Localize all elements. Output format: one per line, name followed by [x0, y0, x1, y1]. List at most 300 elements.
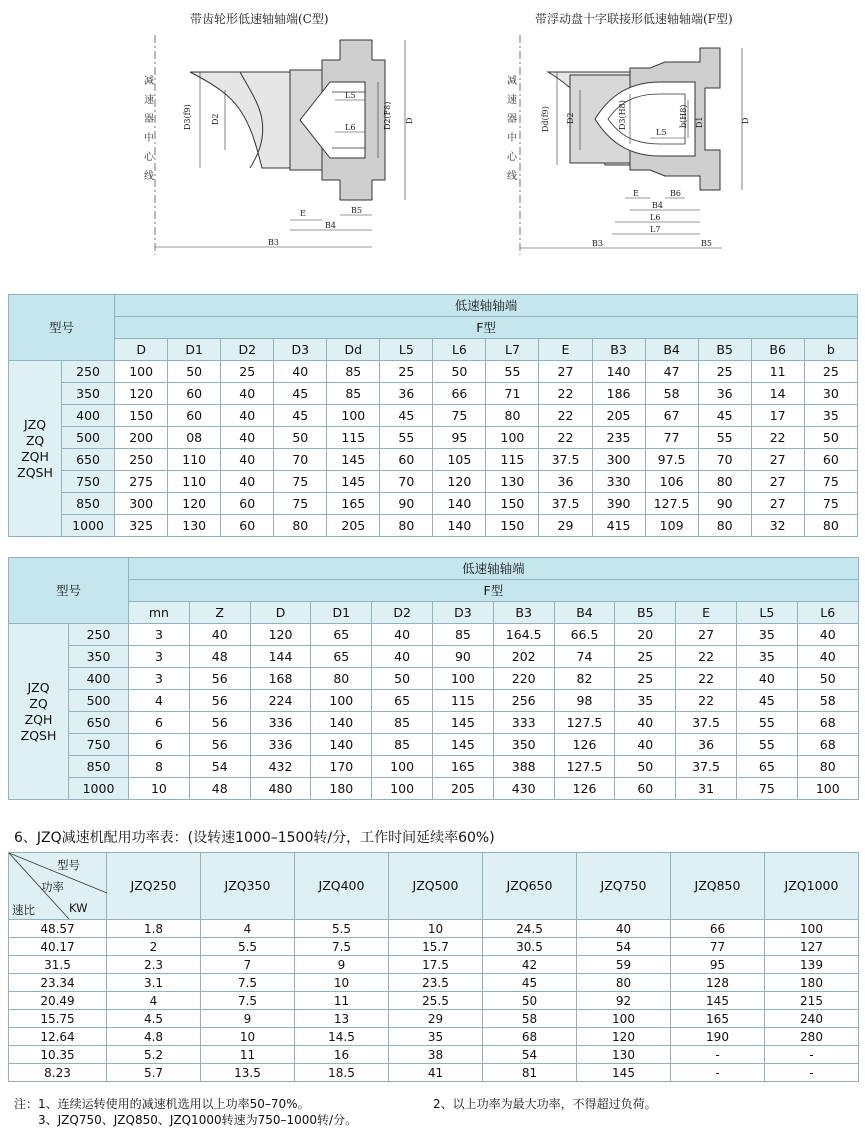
power-cell: 59 [577, 956, 671, 974]
power-row [9, 956, 859, 974]
table-cell: 36 [676, 734, 737, 756]
dim-right-b4: B4 [652, 201, 663, 210]
power-cell: 145 [671, 992, 765, 1010]
table-cell: 27 [751, 493, 804, 515]
table-row [9, 778, 859, 800]
table-column-row [9, 602, 859, 624]
table-cell: 200 [115, 427, 168, 449]
power-cell: 2 [107, 938, 201, 956]
table-cell: 60 [168, 383, 221, 405]
power-table-header [9, 853, 859, 920]
table-cell: 80 [698, 515, 751, 537]
ratio-cell: 15.75 [9, 1010, 107, 1028]
table-row [9, 646, 859, 668]
table-cell: 140 [433, 515, 486, 537]
column-header: D3 [433, 602, 494, 624]
table-cell: 56 [189, 712, 250, 734]
table-cell: 480 [250, 778, 311, 800]
dim-left-e: E [300, 209, 306, 218]
table-cell: 50 [433, 361, 486, 383]
power-row [9, 938, 859, 956]
table-cell: 48 [189, 778, 250, 800]
power-row [9, 1064, 859, 1082]
note-2: 2、以上功率为最大功率，不得超过负荷。 [433, 1097, 657, 1111]
table-cell: 50 [372, 668, 433, 690]
power-cell: 23.5 [389, 974, 483, 992]
power-cell: - [671, 1064, 765, 1082]
table-cell: 37.5 [539, 493, 592, 515]
table-cell: 20 [615, 624, 676, 646]
table-cell: 55 [698, 427, 751, 449]
table-cell: 60 [221, 493, 274, 515]
model-header: 型号 [9, 558, 129, 624]
table-cell: 250 [115, 449, 168, 471]
size-cell: 750 [69, 734, 129, 756]
table-row [9, 471, 858, 493]
table-cell: 36 [539, 471, 592, 493]
table-cell: 60 [615, 778, 676, 800]
power-cell: 4.8 [107, 1028, 201, 1046]
table-cell: 70 [698, 449, 751, 471]
column-header: D1 [168, 339, 221, 361]
table-cell: 65 [372, 690, 433, 712]
table-cell: 37.5 [539, 449, 592, 471]
power-row [9, 1010, 859, 1028]
table-cell: 56 [189, 668, 250, 690]
power-row [9, 920, 859, 938]
table-cell: 90 [380, 493, 433, 515]
ratio-cell: 20.49 [9, 992, 107, 1010]
power-cell: 280 [765, 1028, 859, 1046]
column-header: B5 [698, 339, 751, 361]
power-cell: 13 [295, 1010, 389, 1028]
table-cell: 37.5 [676, 712, 737, 734]
table-cell: 66.5 [554, 624, 615, 646]
table-cell: 54 [189, 756, 250, 778]
table-cell: 145 [327, 471, 380, 493]
dim-left-d2: D2 [211, 113, 220, 125]
table-cell: 37.5 [676, 756, 737, 778]
table-cell: 8 [129, 756, 190, 778]
table-cell: 275 [115, 471, 168, 493]
table-cell: 100 [311, 690, 372, 712]
column-header: L7 [486, 339, 539, 361]
drawing-right [0, 0, 865, 290]
table-cell: 40 [736, 668, 797, 690]
table-cell: 85 [372, 734, 433, 756]
table-cell: 55 [380, 427, 433, 449]
power-cell: 215 [765, 992, 859, 1010]
table-cell: 40 [221, 449, 274, 471]
table-cell: 40 [274, 361, 327, 383]
table-cell: 29 [539, 515, 592, 537]
table-cell: 22 [751, 427, 804, 449]
power-row [9, 1028, 859, 1046]
table-cell: 145 [433, 734, 494, 756]
table-cell: 75 [804, 471, 857, 493]
table-cell: 75 [433, 405, 486, 427]
table-cell: 25 [698, 361, 751, 383]
table-cell: 70 [274, 449, 327, 471]
table-cell: 58 [645, 383, 698, 405]
model-line: ZQSH [20, 727, 57, 743]
table-cell: 127.5 [554, 756, 615, 778]
table-row [9, 712, 859, 734]
dim-right-dd: Dd(f9) [541, 106, 550, 132]
power-cell: 5.7 [107, 1064, 201, 1082]
table-cell: 65 [736, 756, 797, 778]
table-cell: 105 [433, 449, 486, 471]
table-cell: 165 [433, 756, 494, 778]
table-cell: 08 [168, 427, 221, 449]
column-header: B4 [645, 339, 698, 361]
column-header: E [676, 602, 737, 624]
power-column-header: JZQ850 [671, 853, 765, 920]
table-cell: 65 [311, 646, 372, 668]
table-cell: 40 [221, 471, 274, 493]
table-cell: 235 [592, 427, 645, 449]
table-cell: 100 [433, 668, 494, 690]
table-cell: 80 [698, 471, 751, 493]
table-cell: 45 [380, 405, 433, 427]
column-header: B6 [751, 339, 804, 361]
table-cell: 45 [274, 383, 327, 405]
table-cell: 150 [115, 405, 168, 427]
table-cell: 336 [250, 712, 311, 734]
table-cell: 168 [250, 668, 311, 690]
power-table-corner [9, 853, 107, 920]
table-cell: 75 [274, 493, 327, 515]
power-cell: 45 [483, 974, 577, 992]
power-cell: 18.5 [295, 1064, 389, 1082]
table-cell: 150 [486, 493, 539, 515]
size-cell: 850 [69, 756, 129, 778]
corner-unit: KW [69, 901, 88, 915]
table-cell: 27 [751, 449, 804, 471]
column-header: E [539, 339, 592, 361]
table-cell: 40 [221, 405, 274, 427]
type-header: F型 [129, 580, 859, 602]
table-cell: 100 [486, 427, 539, 449]
table-cell: 40 [189, 624, 250, 646]
column-header: D [250, 602, 311, 624]
table-cell: 67 [645, 405, 698, 427]
power-cell: 190 [671, 1028, 765, 1046]
power-cell: 4.5 [107, 1010, 201, 1028]
column-header: L5 [736, 602, 797, 624]
dim-right-b6: B6 [670, 189, 681, 198]
size-cell: 250 [62, 361, 115, 383]
power-cell: 40 [577, 920, 671, 938]
dim-right-bh8: b(H8) [679, 104, 688, 128]
model-header: 型号 [9, 295, 115, 361]
table-cell: 350 [493, 734, 554, 756]
ratio-cell: 48.57 [9, 920, 107, 938]
table-cell: 95 [433, 427, 486, 449]
table-cell: 140 [311, 712, 372, 734]
table-cell: 25 [615, 646, 676, 668]
power-cell: 15.7 [389, 938, 483, 956]
table-row [9, 515, 858, 537]
table-column-row [9, 339, 858, 361]
table-cell: 90 [698, 493, 751, 515]
table-cell: 50 [804, 427, 857, 449]
table-cell: 330 [592, 471, 645, 493]
table-cell: 11 [751, 361, 804, 383]
power-cell: 5.5 [201, 938, 295, 956]
power-cell: - [765, 1064, 859, 1082]
dim-right-b5: B5 [701, 239, 712, 248]
power-cell: 120 [577, 1028, 671, 1046]
model-line: ZQ [25, 432, 45, 448]
table-cell: 50 [168, 361, 221, 383]
table-cell: 66 [433, 383, 486, 405]
power-cell: 10 [295, 974, 389, 992]
power-cell: 54 [483, 1046, 577, 1064]
table-cell: 127.5 [554, 712, 615, 734]
power-cell: 16 [295, 1046, 389, 1064]
power-cell: 2.3 [107, 956, 201, 974]
table-cell: 180 [311, 778, 372, 800]
table-cell: 80 [797, 756, 858, 778]
table-cell: 130 [168, 515, 221, 537]
table-cell: 165 [327, 493, 380, 515]
table-cell: 140 [433, 493, 486, 515]
table-cell: 45 [736, 690, 797, 712]
table-cell: 75 [274, 471, 327, 493]
table-row [9, 756, 859, 778]
table-cell: 100 [115, 361, 168, 383]
table-cell: 205 [592, 405, 645, 427]
dim-left-d3: D3(f9) [183, 104, 192, 130]
power-cell: 11 [295, 992, 389, 1010]
dim-right-d1: D1 [695, 116, 704, 128]
table-cell: 144 [250, 646, 311, 668]
table-cell: 40 [797, 646, 858, 668]
power-column-header: JZQ750 [577, 853, 671, 920]
table-cell: 388 [493, 756, 554, 778]
table-cell: 60 [168, 405, 221, 427]
model-line: ZQSH [17, 464, 53, 480]
table-row [9, 427, 858, 449]
table-cell: 150 [486, 515, 539, 537]
power-cell: 13.5 [201, 1064, 295, 1082]
power-cell: 42 [483, 956, 577, 974]
table-cell: 14 [751, 383, 804, 405]
power-cell: 100 [765, 920, 859, 938]
drawing-left-center-label: 减 速 器 中 心 线 [144, 76, 154, 182]
ratio-cell: 10.35 [9, 1046, 107, 1064]
table-cell: 85 [327, 383, 380, 405]
table-cell: 40 [615, 734, 676, 756]
table-header-row [9, 558, 859, 580]
table-cell: 27 [676, 624, 737, 646]
spec-table-1 [8, 294, 858, 537]
drawing-left-title: 带齿轮形低速轴轴端(C型) [190, 12, 329, 26]
model-line: JZQ [23, 416, 47, 432]
dim-left-d: D [405, 117, 414, 124]
table-cell: 110 [168, 471, 221, 493]
table-cell: 27 [539, 361, 592, 383]
dim-right-e: E [633, 189, 639, 198]
ratio-cell: 23.34 [9, 974, 107, 992]
table-cell: 98 [554, 690, 615, 712]
column-header: mn [129, 602, 190, 624]
power-cell: 14.5 [295, 1028, 389, 1046]
table-cell: 90 [433, 646, 494, 668]
table-cell: 415 [592, 515, 645, 537]
table-header-row [9, 580, 859, 602]
corner-power: 功率 [41, 880, 64, 894]
power-column-header: JZQ500 [389, 853, 483, 920]
model-line: ZQH [24, 711, 53, 727]
size-cell: 850 [62, 493, 115, 515]
column-header: B5 [615, 602, 676, 624]
ratio-cell: 8.23 [9, 1064, 107, 1082]
power-cell: 29 [389, 1010, 483, 1028]
table-cell: 36 [380, 383, 433, 405]
table-cell: 60 [804, 449, 857, 471]
power-cell: 25.5 [389, 992, 483, 1010]
power-cell: 4 [107, 992, 201, 1010]
table-cell: 205 [327, 515, 380, 537]
column-header: D1 [311, 602, 372, 624]
column-header: D3 [274, 339, 327, 361]
table-cell: 140 [592, 361, 645, 383]
table-cell: 56 [189, 734, 250, 756]
dim-left-b4: B4 [325, 221, 336, 230]
power-cell: 92 [577, 992, 671, 1010]
size-cell: 400 [69, 668, 129, 690]
dim-right-l5: L5 [656, 128, 667, 137]
table-cell: 75 [736, 778, 797, 800]
size-cell: 250 [69, 624, 129, 646]
power-cell: 35 [389, 1028, 483, 1046]
power-row [9, 1046, 859, 1064]
column-header: Z [189, 602, 250, 624]
table-row [9, 449, 858, 471]
table-cell: 126 [554, 734, 615, 756]
power-column-header: JZQ650 [483, 853, 577, 920]
table-cell: 110 [168, 449, 221, 471]
power-cell: 180 [765, 974, 859, 992]
table-cell: 40 [797, 624, 858, 646]
table-cell: 80 [804, 515, 857, 537]
ratio-cell: 12.64 [9, 1028, 107, 1046]
table-row [9, 383, 858, 405]
power-cell: 165 [671, 1010, 765, 1028]
table-cell: 224 [250, 690, 311, 712]
table-cell: 325 [115, 515, 168, 537]
table-cell: 127.5 [645, 493, 698, 515]
corner-ratio: 速比 [12, 903, 35, 917]
size-cell: 650 [62, 449, 115, 471]
dim-right-d3: D3(H8) [618, 100, 627, 130]
group-header: 低速轴轴端 [129, 558, 859, 580]
power-cell: 128 [671, 974, 765, 992]
power-cell: 7.5 [201, 974, 295, 992]
power-cell: 7 [201, 956, 295, 974]
table-cell: 40 [221, 383, 274, 405]
power-cell: 145 [577, 1064, 671, 1082]
table-cell: 77 [645, 427, 698, 449]
power-cell: 66 [671, 920, 765, 938]
power-cell: 240 [765, 1010, 859, 1028]
table-cell: 6 [129, 712, 190, 734]
table-cell: 50 [274, 427, 327, 449]
size-cell: 750 [62, 471, 115, 493]
table-cell: 35 [736, 646, 797, 668]
table-cell: 82 [554, 668, 615, 690]
model-lines [9, 361, 62, 537]
spec-table-2 [8, 557, 859, 800]
table-cell: 145 [327, 449, 380, 471]
table-cell: 25 [615, 668, 676, 690]
table-cell: 25 [804, 361, 857, 383]
dim-right-d2: D2 [566, 112, 575, 124]
power-cell: 50 [483, 992, 577, 1010]
note-1: 注：1、连续运转使用的减速机选用以上功率50–70%。 [14, 1097, 310, 1111]
table-cell: 97.5 [645, 449, 698, 471]
table-cell: 430 [493, 778, 554, 800]
power-cell: 95 [671, 956, 765, 974]
power-column-header: JZQ1000 [765, 853, 859, 920]
column-header: L6 [433, 339, 486, 361]
dim-right-l7: L7 [650, 225, 661, 234]
model-line: ZQH [21, 448, 49, 464]
power-cell: - [671, 1046, 765, 1064]
table-cell: 300 [592, 449, 645, 471]
table-cell: 56 [189, 690, 250, 712]
table-cell: 25 [221, 361, 274, 383]
table-cell: 75 [804, 493, 857, 515]
table-cell: 31 [676, 778, 737, 800]
power-cell: 9 [295, 956, 389, 974]
dim-right-l6: L6 [650, 213, 661, 222]
table-cell: 47 [645, 361, 698, 383]
drawing-right-title: 带浮动盘十字联接形低速轴轴端(F型) [535, 12, 733, 26]
table-cell: 3 [129, 646, 190, 668]
table-cell: 3 [129, 668, 190, 690]
table-cell: 40 [372, 624, 433, 646]
table-cell: 3 [129, 624, 190, 646]
table-cell: 80 [486, 405, 539, 427]
table-cell: 58 [797, 690, 858, 712]
power-cell: 54 [577, 938, 671, 956]
table-header-row [9, 317, 858, 339]
table-cell: 22 [676, 668, 737, 690]
column-header: Dd [327, 339, 380, 361]
column-header: D [115, 339, 168, 361]
size-cell: 350 [62, 383, 115, 405]
table-header-row [9, 295, 858, 317]
table-cell: 55 [736, 734, 797, 756]
power-cell: 139 [765, 956, 859, 974]
table-cell: 74 [554, 646, 615, 668]
table-cell: 336 [250, 734, 311, 756]
power-cell: 30.5 [483, 938, 577, 956]
dim-right-d: D [741, 117, 750, 124]
dim-left-b5: B5 [351, 206, 362, 215]
table-cell: 65 [311, 624, 372, 646]
power-cell: 9 [201, 1010, 295, 1028]
table-cell: 120 [168, 493, 221, 515]
table-cell: 115 [433, 690, 494, 712]
column-header: D2 [372, 602, 433, 624]
power-cell: 130 [577, 1046, 671, 1064]
group-header: 低速轴轴端 [115, 295, 858, 317]
column-header: B4 [554, 602, 615, 624]
